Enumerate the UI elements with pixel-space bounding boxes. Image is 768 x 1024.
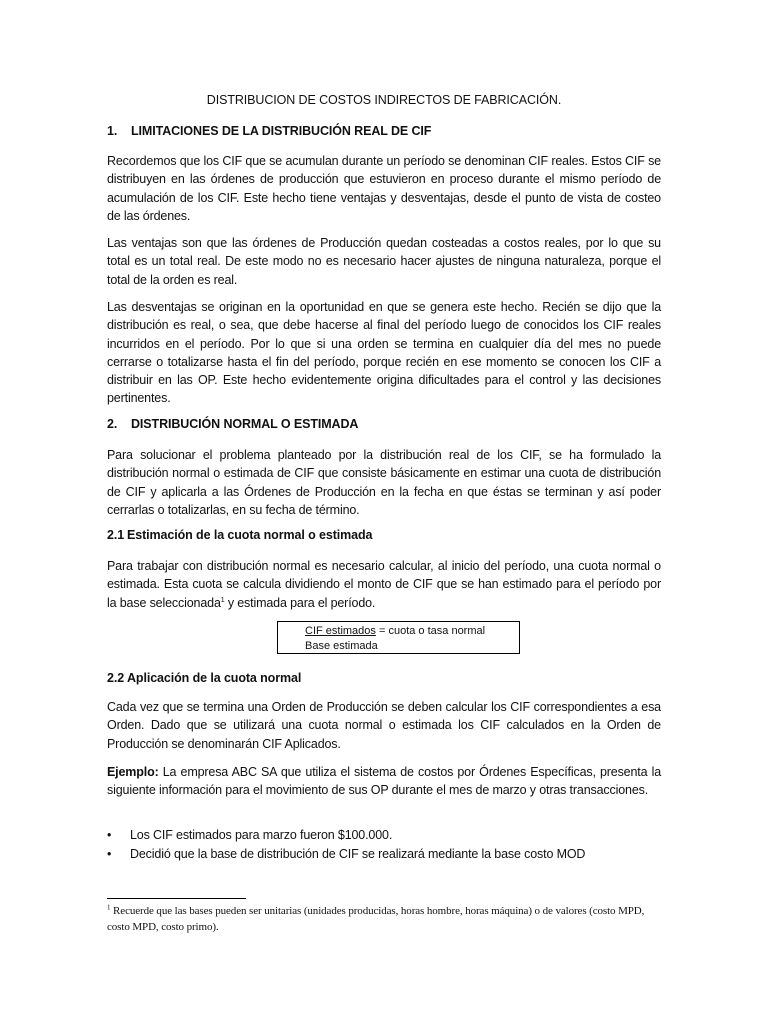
example-label: Ejemplo: — [107, 765, 159, 779]
list-item — [107, 845, 661, 864]
formula-numerator-line — [305, 624, 519, 639]
bullet-icon: • — [107, 828, 112, 842]
section-2-1-paragraph — [107, 557, 661, 612]
list-item-text: Los CIF estimados para marzo fueron $100.000. — [130, 828, 393, 842]
bullet-icon: • — [107, 847, 112, 861]
document-title: DISTRIBUCION DE COSTOS INDIRECTOS DE FABRICACIÓN. — [206, 93, 562, 107]
section-2-heading — [107, 417, 358, 431]
section-2-2-number: 2.2 — [107, 671, 125, 685]
example-bullet-list — [107, 826, 661, 864]
section-2-title: DISTRIBUCIÓN NORMAL O ESTIMADA — [131, 417, 359, 431]
formula-box — [277, 621, 520, 654]
footnote-separator — [107, 898, 246, 899]
section-1-paragraph-3: Las desventajas se originan en la oportunidad en que se genera este hecho. Recién se dijo que la distribución es real, o sea, que debe hacerse al final del período luego de conocidos los CIF reales incurridos en el período. Por lo que si una orden se termina en cualquier día del mes no puede cerrarse o totalizarse hasta el fin del período, porque recién en ese momento se conocen los CIF a distribuir en las OP. Este hecho evidentemente origina dificultades para el control y las decisiones pertinentes. — [107, 300, 661, 406]
list-item — [107, 826, 661, 845]
example-text: La empresa ABC SA que utiliza el sistema de costos por Órdenes Específicas, presenta la siguiente información para el movimiento de sus OP durante el mes de marzo y otras transacciones. — [107, 765, 661, 798]
section-1-number: 1. — [107, 124, 118, 138]
section-1-paragraph-2: Las ventajas son que las órdenes de Producción quedan costeadas a costos reales, por lo que su total es un total real. De este modo no es necesario hacer ajustes de ninguna naturaleza, porque el total de la orden es real. — [107, 236, 661, 287]
section-1-title: LIMITACIONES DE LA DISTRIBUCIÓN REAL DE CIF — [131, 124, 432, 138]
section-2-2-title: Aplicación de la cuota normal — [127, 671, 302, 685]
formula-denominator: Base estimada — [305, 639, 378, 652]
footnote-text: Recuerde que las bases pueden ser unitarias (unidades producidas, horas hombre, horas máquina) o de valores (costo MPD, costo MPD, costo primo). — [107, 905, 645, 933]
list-item-text: Decidió que la base de distribución de CIF se realizará mediante la base costo MOD — [130, 847, 586, 861]
section-2-paragraph: Para solucionar el problema planteado por la distribución real de los CIF, se ha formulado la distribución normal o estimada de CIF que consiste básicamente en estimar una cuota de distribución de CIF y aplicarla a las Órdenes de Producción en la fecha en que éstas se terminan y así poder cerrarlas o totalizarlas, en su fecha de término. — [107, 448, 661, 517]
formula-result: = cuota o tasa normal — [375, 625, 486, 637]
footnote-reference: 1 — [220, 596, 225, 604]
section-1-heading — [107, 124, 431, 138]
section-2-1-text-end: y estimada para el período. — [224, 595, 376, 610]
footnote-number: 1 — [107, 903, 111, 912]
formula-numerator: CIF estimados — [305, 625, 376, 637]
section-2-2-heading — [107, 671, 301, 685]
section-2-number: 2. — [107, 417, 118, 431]
section-2-2-paragraph: Cada vez que se termina una Orden de Producción se deben calcular los CIF correspondientes a esa Orden. Dado que se utilizará una cuota normal o estimada los CIF calculados en la Orden de Producción se denominarán CIF Aplicados. — [107, 700, 661, 751]
section-1-paragraph-1: Recordemos que los CIF que se acumulan durante un período se denominan CIF reales. Estos CIF se distribuyen en las órdenes de producción que estuvieron en proceso durante el mismo período de acumulación de los CIF. Este hecho tiene ventajas y desventajas, desde el punto de vista de costeo de las órdenes. — [107, 154, 661, 223]
section-2-1-text: Para trabajar con distribución normal es necesario calcular, al inicio del período, una cuota normal o estimada. Esta cuota se calcula dividiendo el monto de CIF que se han estimado para el período por la base seleccionada — [107, 559, 661, 610]
example-paragraph — [107, 763, 661, 800]
section-2-1-number: 2.1 — [107, 528, 125, 542]
section-2-1-heading — [107, 528, 372, 542]
section-2-1-title: Estimación de la cuota normal o estimada — [127, 528, 373, 542]
footnote — [107, 904, 661, 935]
